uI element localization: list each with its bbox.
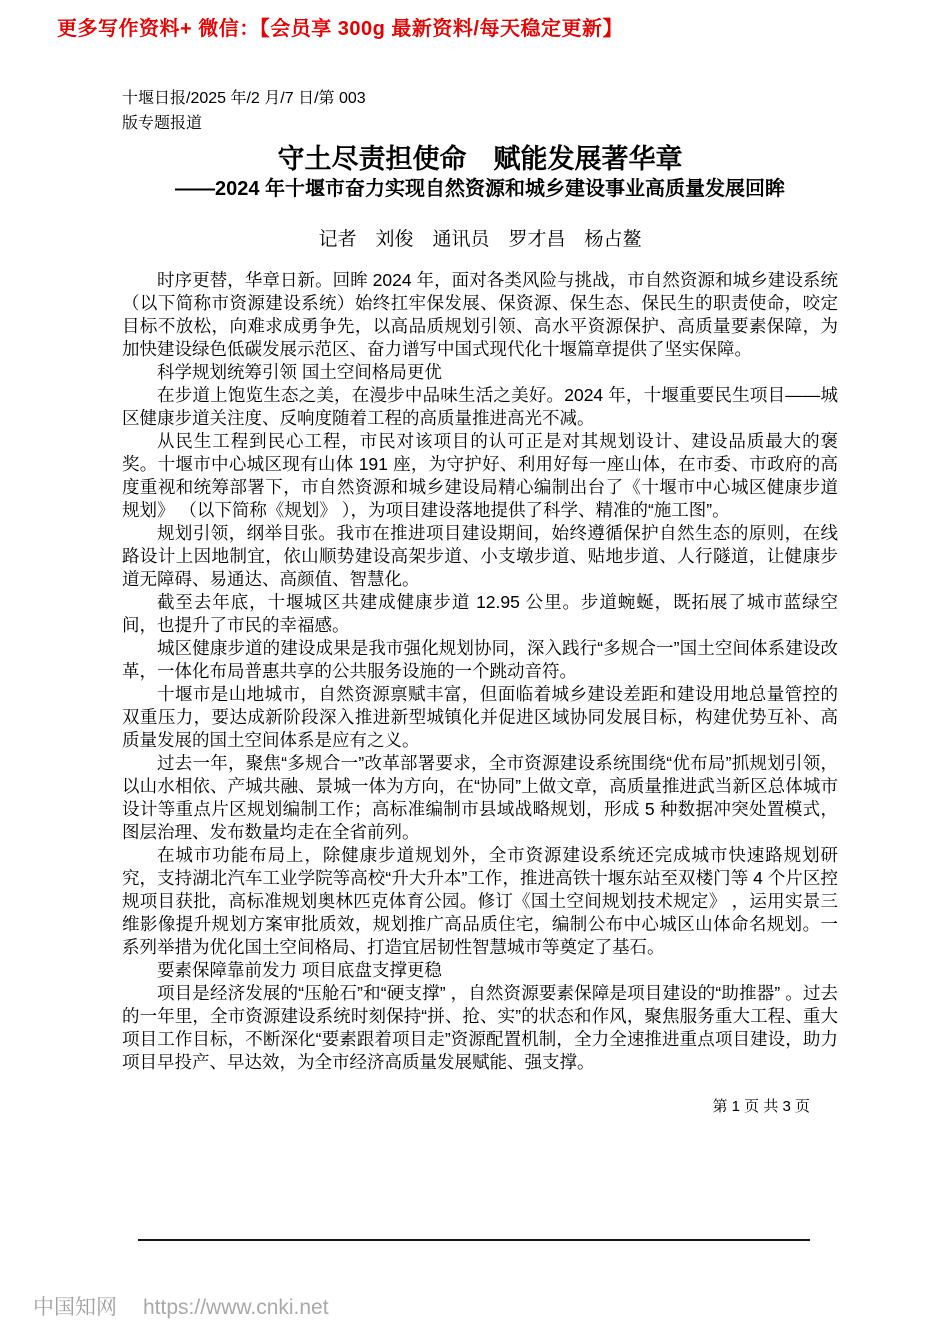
section-heading: 科学规划统筹引领 国土空间格局更优 [157, 362, 442, 382]
section-heading: 要素保障靠前发力 项目底盘支撑更稳 [157, 960, 442, 980]
paragraph: 时序更替，华章日新。回眸 2024 年，面对各类风险与挑战，市自然资源和城乡建设系统（以下简称市资源建设系统）始终扛牢保发展、保资源、保生态、保民生的职责使命，咬定目标不放松，向难求成勇争先，以高品质规划引领、高水平资源保护、高质量要素保障，为加快建设绿色低碳发展示范区、奋力谱写中国式现代化十堰篇章提供了坚实保障。 [122, 270, 838, 359]
promo-banner: 更多写作资料+ 微信：【会员享 300g 最新资料/每天稳定更新】 [57, 18, 623, 40]
footer-divider [138, 1239, 810, 1241]
paragraph: 城区健康步道的建设成果是我市强化规划协同，深入践行“多规合一”国土空间体系建设改革，一体化布局普惠共享的公共服务设施的一个跳动音符。 [122, 638, 838, 681]
paragraph: 规划引领，纲举目张。我市在推进项目建设期间，始终遵循保护自然生态的原则，在线路设计上因地制宜，依山顺势建设高架步道、小支墩步道、贴地步道、人行隧道，让健康步道无障碍、易通达、高颜值、智慧化。 [122, 523, 838, 589]
watermark [33, 1291, 329, 1321]
article-subtitle: ——2024 年十堰市奋力实现自然资源和城乡建设事业高质量发展回眸 [174, 178, 786, 200]
paragraph: 在步道上饱览生态之美，在漫步中品味生活之美好。2024 年，十堰重要民生项目——城区健康步道关注度、反响度随着工程的高质量推进高光不减。 [122, 385, 838, 428]
article-body [122, 269, 838, 1074]
source-line-2: 版专题报道 [122, 115, 203, 132]
article-byline: 记者 刘俊 通讯员 罗才昌 杨占鳌 [318, 229, 642, 250]
source-info [122, 86, 838, 136]
page-indicator: 第 1 页 共 3 页 [712, 1098, 810, 1115]
paragraph: 过去一年，聚焦“多规合一”改革部署要求，全市资源建设系统围绕“优布局”抓规划引领，以山水相依、产城共融、景城一体为方向，在“协同”上做文章，高质量推进武当新区总体城市设计等重点片区规划编制工作；高标准编制市县域战略规划，形成 5 种数据冲突处置模式，图层治理、发布数量均走在全省前列。 [122, 753, 838, 842]
source-line-1: 十堰日报/2025 年/2 月/7 日/第 003 [122, 90, 366, 107]
paragraph: 十堰市是山地城市，自然资源禀赋丰富，但面临着城乡建设差距和建设用地总量管控的双重压力，要达成新阶段深入推进新型城镇化并促进区域协同发展目标，构建优势互补、高质量发展的国土空间体系是应有之义。 [122, 684, 838, 750]
paragraph: 项目是经济发展的“压舱石”和“硬支撑” ，自然资源要素保障是项目建设的“助推器” 。过去的一年里，全市资源建设系统时刻保持“拼、抢、实”的状态和作风，聚焦服务重大工程、重大项目工作目标，不断深化“要素跟着项目走”资源配置机制，全力全速推进重点项目建设，助力项目早投产、早达效，为全市经济高质量发展赋能、强支撑。 [122, 983, 838, 1072]
article-title: 守土尽责担使命 赋能发展著华章 [277, 144, 683, 174]
watermark-url: https://www.cnki.net [143, 1296, 329, 1319]
article [122, 86, 838, 1116]
watermark-brand: 中国知网 [33, 1296, 117, 1319]
paragraph: 从民生工程到民心工程，市民对该项目的认可正是对其规划设计、建设品质最大的褒奖。十堰市中心城区现有山体 191 座，为守护好、利用好每一座山体，在市委、市政府的高度重视和统筹部署下，市自然资源和城乡建设局精心编制出台了《十堰市中心城区健康步道规划》 （以下简称《规划》 ），为项目建设落地提供了科学、精准的“施工图”。 [122, 431, 838, 520]
paragraph: 在城市功能布局上，除健康步道规划外，全市资源建设系统还完成城市快速路规划研究，支持湖北汽车工业学院等高校“升大升本”工作，推进高铁十堰东站至双楼门等 4 个片区控规项目获批，高标准规划奥林匹克体育公园。修订《国土空间规划技术规定》 ，运用实景三维影像提升规划方案审批质效，规划推广高品质住宅，编制公布中心城区山体命名规划。一系列举措为优化国土空间格局、打造宜居韧性智慧城市等奠定了基石。 [122, 845, 838, 957]
paragraph: 截至去年底，十堰城区共建成健康步道 12.95 公里。步道蜿蜒，既拓展了城市蓝绿空间，也提升了市民的幸福感。 [122, 592, 838, 635]
